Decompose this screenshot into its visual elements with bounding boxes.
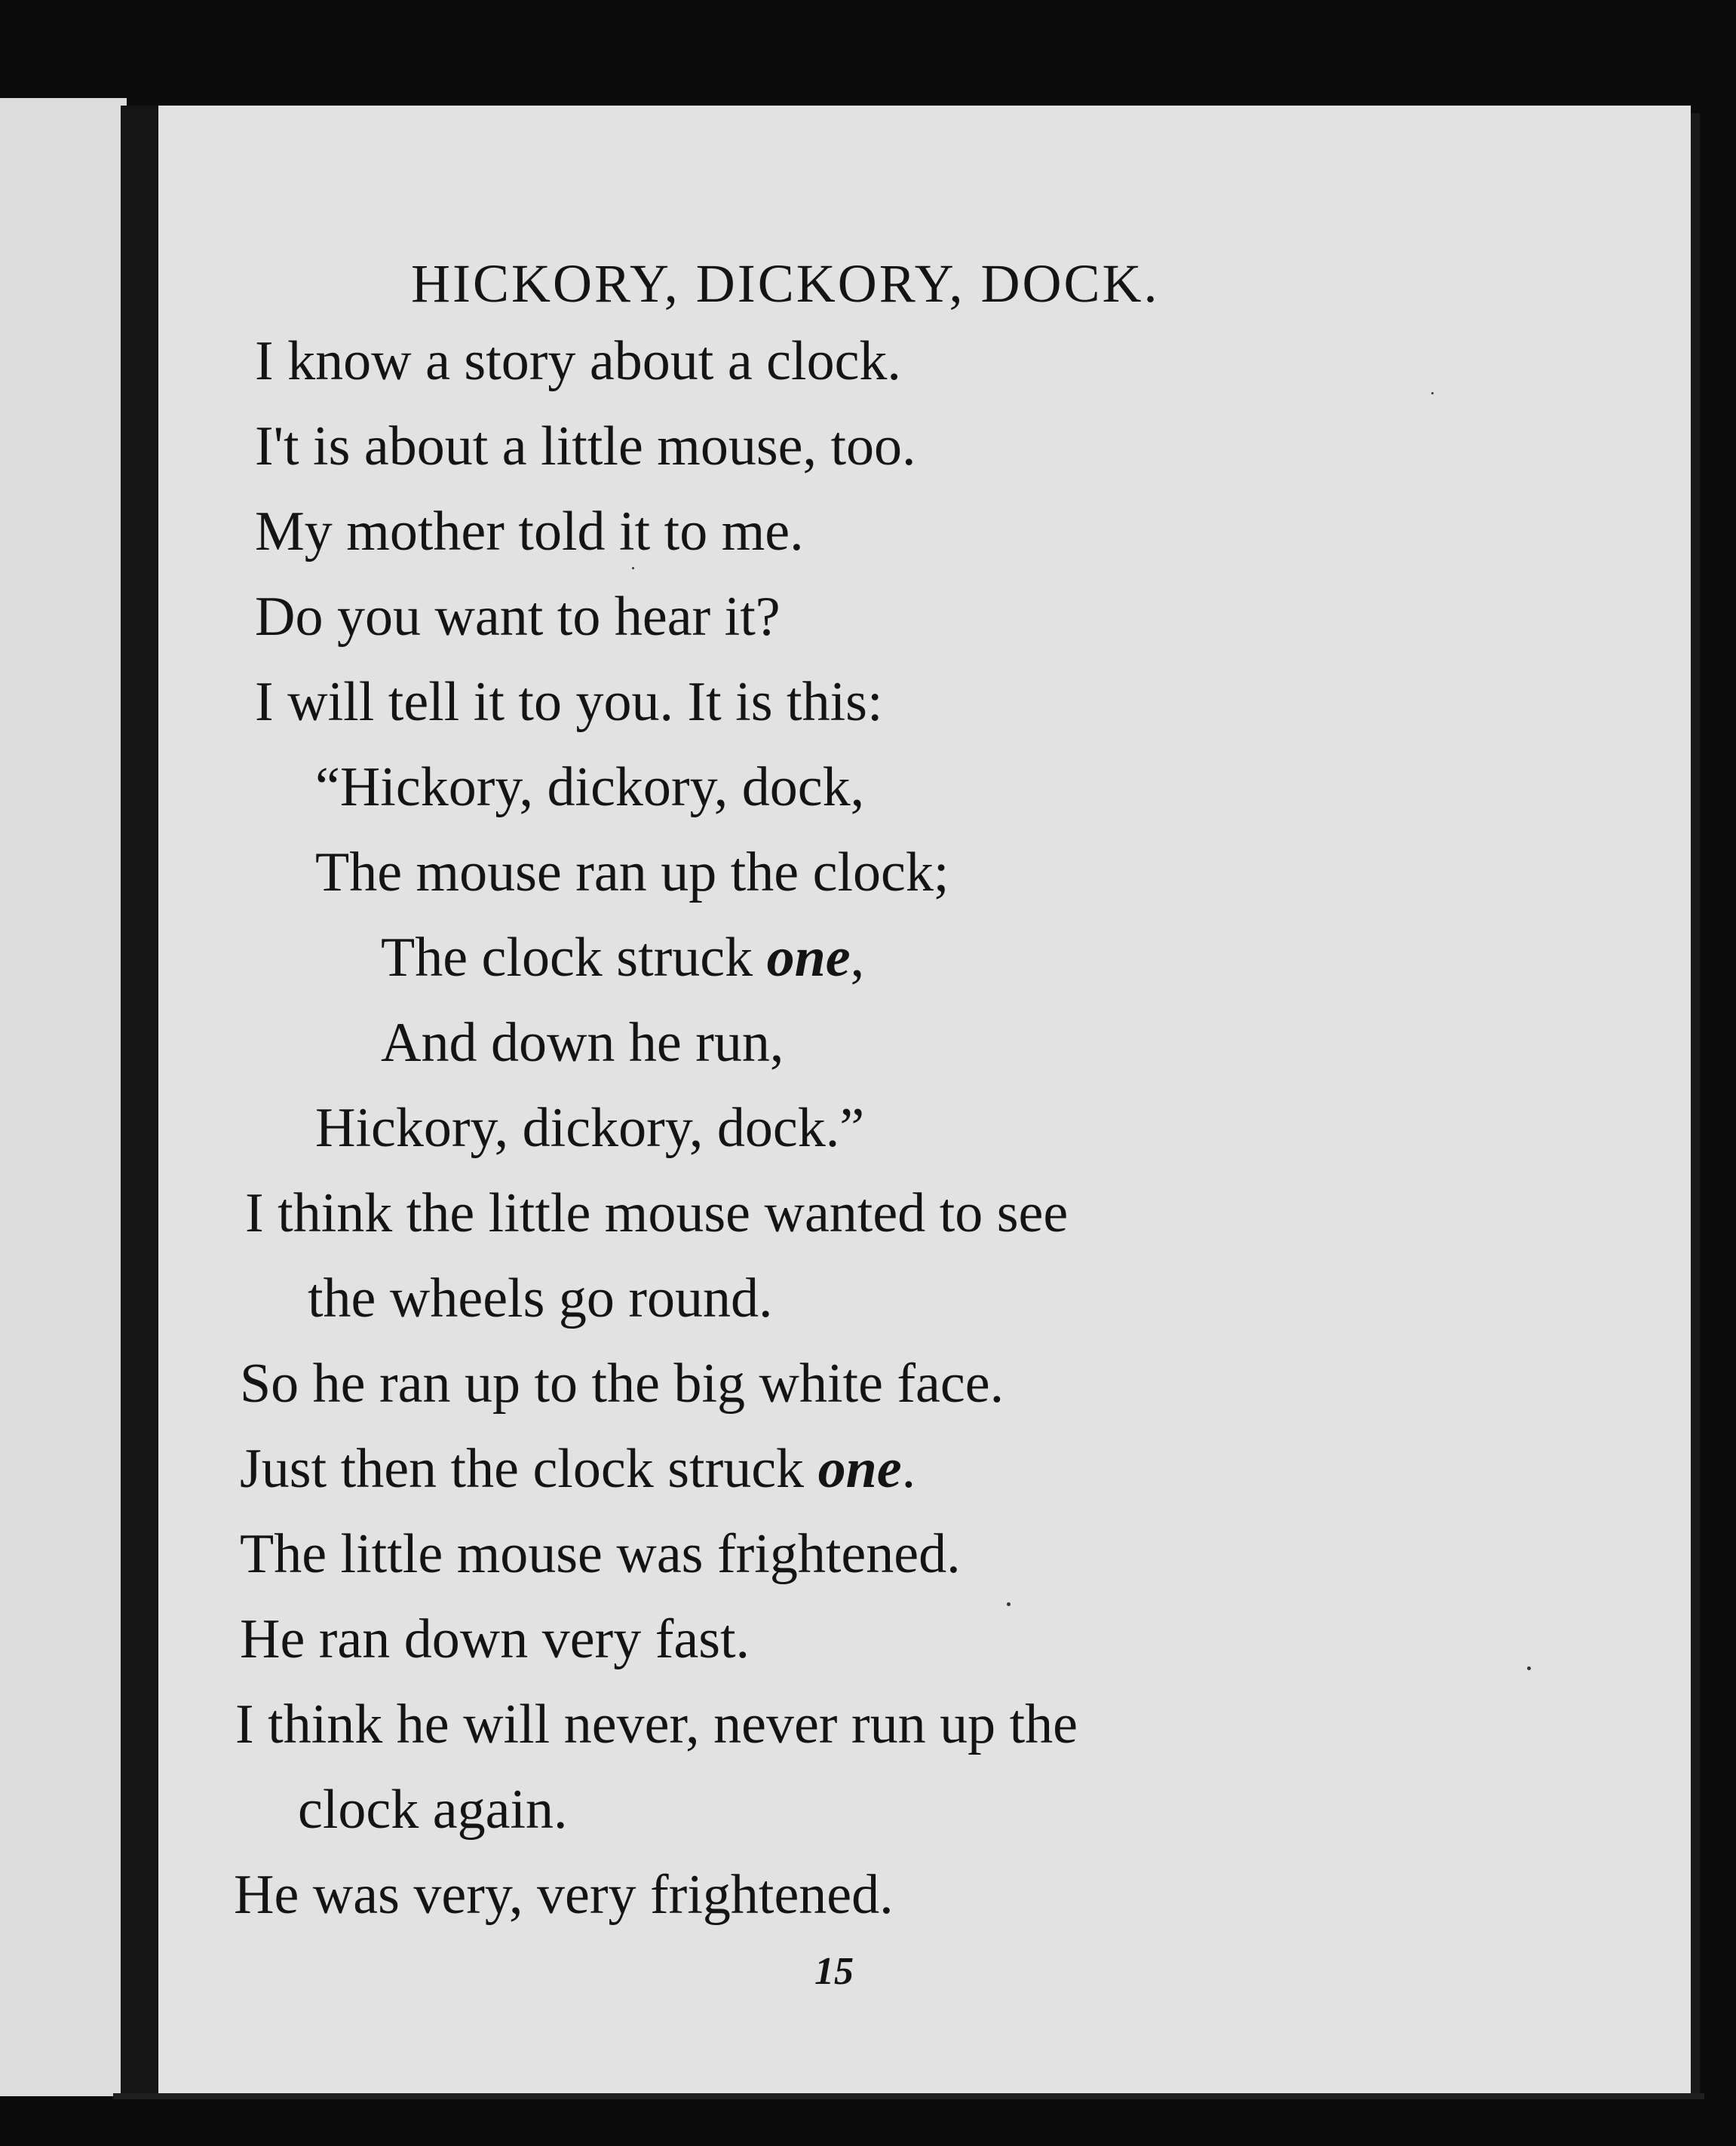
text-line: He was very, very frightened. — [234, 1864, 894, 1926]
text-line: I't is about a little mouse, too. — [255, 415, 916, 477]
text-line: The little mouse was frightened. — [240, 1523, 961, 1585]
verse-text: The clock struck — [381, 927, 767, 989]
text-line: He ran down very fast. — [240, 1608, 750, 1670]
scan-speck — [1527, 1666, 1531, 1670]
verse-text: , — [850, 927, 865, 989]
text-line: Do you want to hear it? — [255, 586, 781, 648]
text-line-continued: clock again. — [298, 1779, 568, 1841]
text-line: I know a story about a clock. — [255, 330, 901, 392]
facing-page-edge — [0, 98, 127, 2096]
book-gutter — [121, 106, 160, 2096]
emphasized-word: one — [766, 927, 851, 989]
text-line: I will tell it to you. It is this: — [255, 671, 883, 733]
verse-line — [381, 927, 865, 989]
story-title: HICKORY, DICKORY, DOCK. — [411, 253, 1160, 314]
page-edge-shadow — [1691, 113, 1700, 2096]
line-text: Just then the clock struck — [240, 1438, 818, 1500]
text-line-continued: the wheels go round. — [308, 1268, 773, 1329]
verse-line: Hickory, dickory, dock.” — [315, 1097, 865, 1159]
text-line — [240, 1438, 916, 1500]
scan-speck — [1007, 1602, 1011, 1606]
scan-speck — [1431, 392, 1434, 394]
verse-line: The mouse ran up the clock; — [315, 842, 949, 903]
page-bottom-edge — [113, 2093, 1704, 2099]
line-text: . — [901, 1438, 916, 1500]
verse-line: And down he run, — [381, 1012, 784, 1074]
text-line: I think he will never, never run up the — [235, 1694, 1078, 1755]
page-number: 15 — [814, 1950, 854, 1993]
verse-line: “Hickory, dickory, dock, — [315, 756, 865, 818]
text-line: I think the little mouse wanted to see — [245, 1182, 1069, 1244]
text-line: My mother told it to me. — [255, 501, 804, 563]
text-line: So he ran up to the big white face. — [240, 1353, 1004, 1415]
emphasized-word: one — [817, 1438, 902, 1500]
scan-speck — [632, 567, 634, 569]
